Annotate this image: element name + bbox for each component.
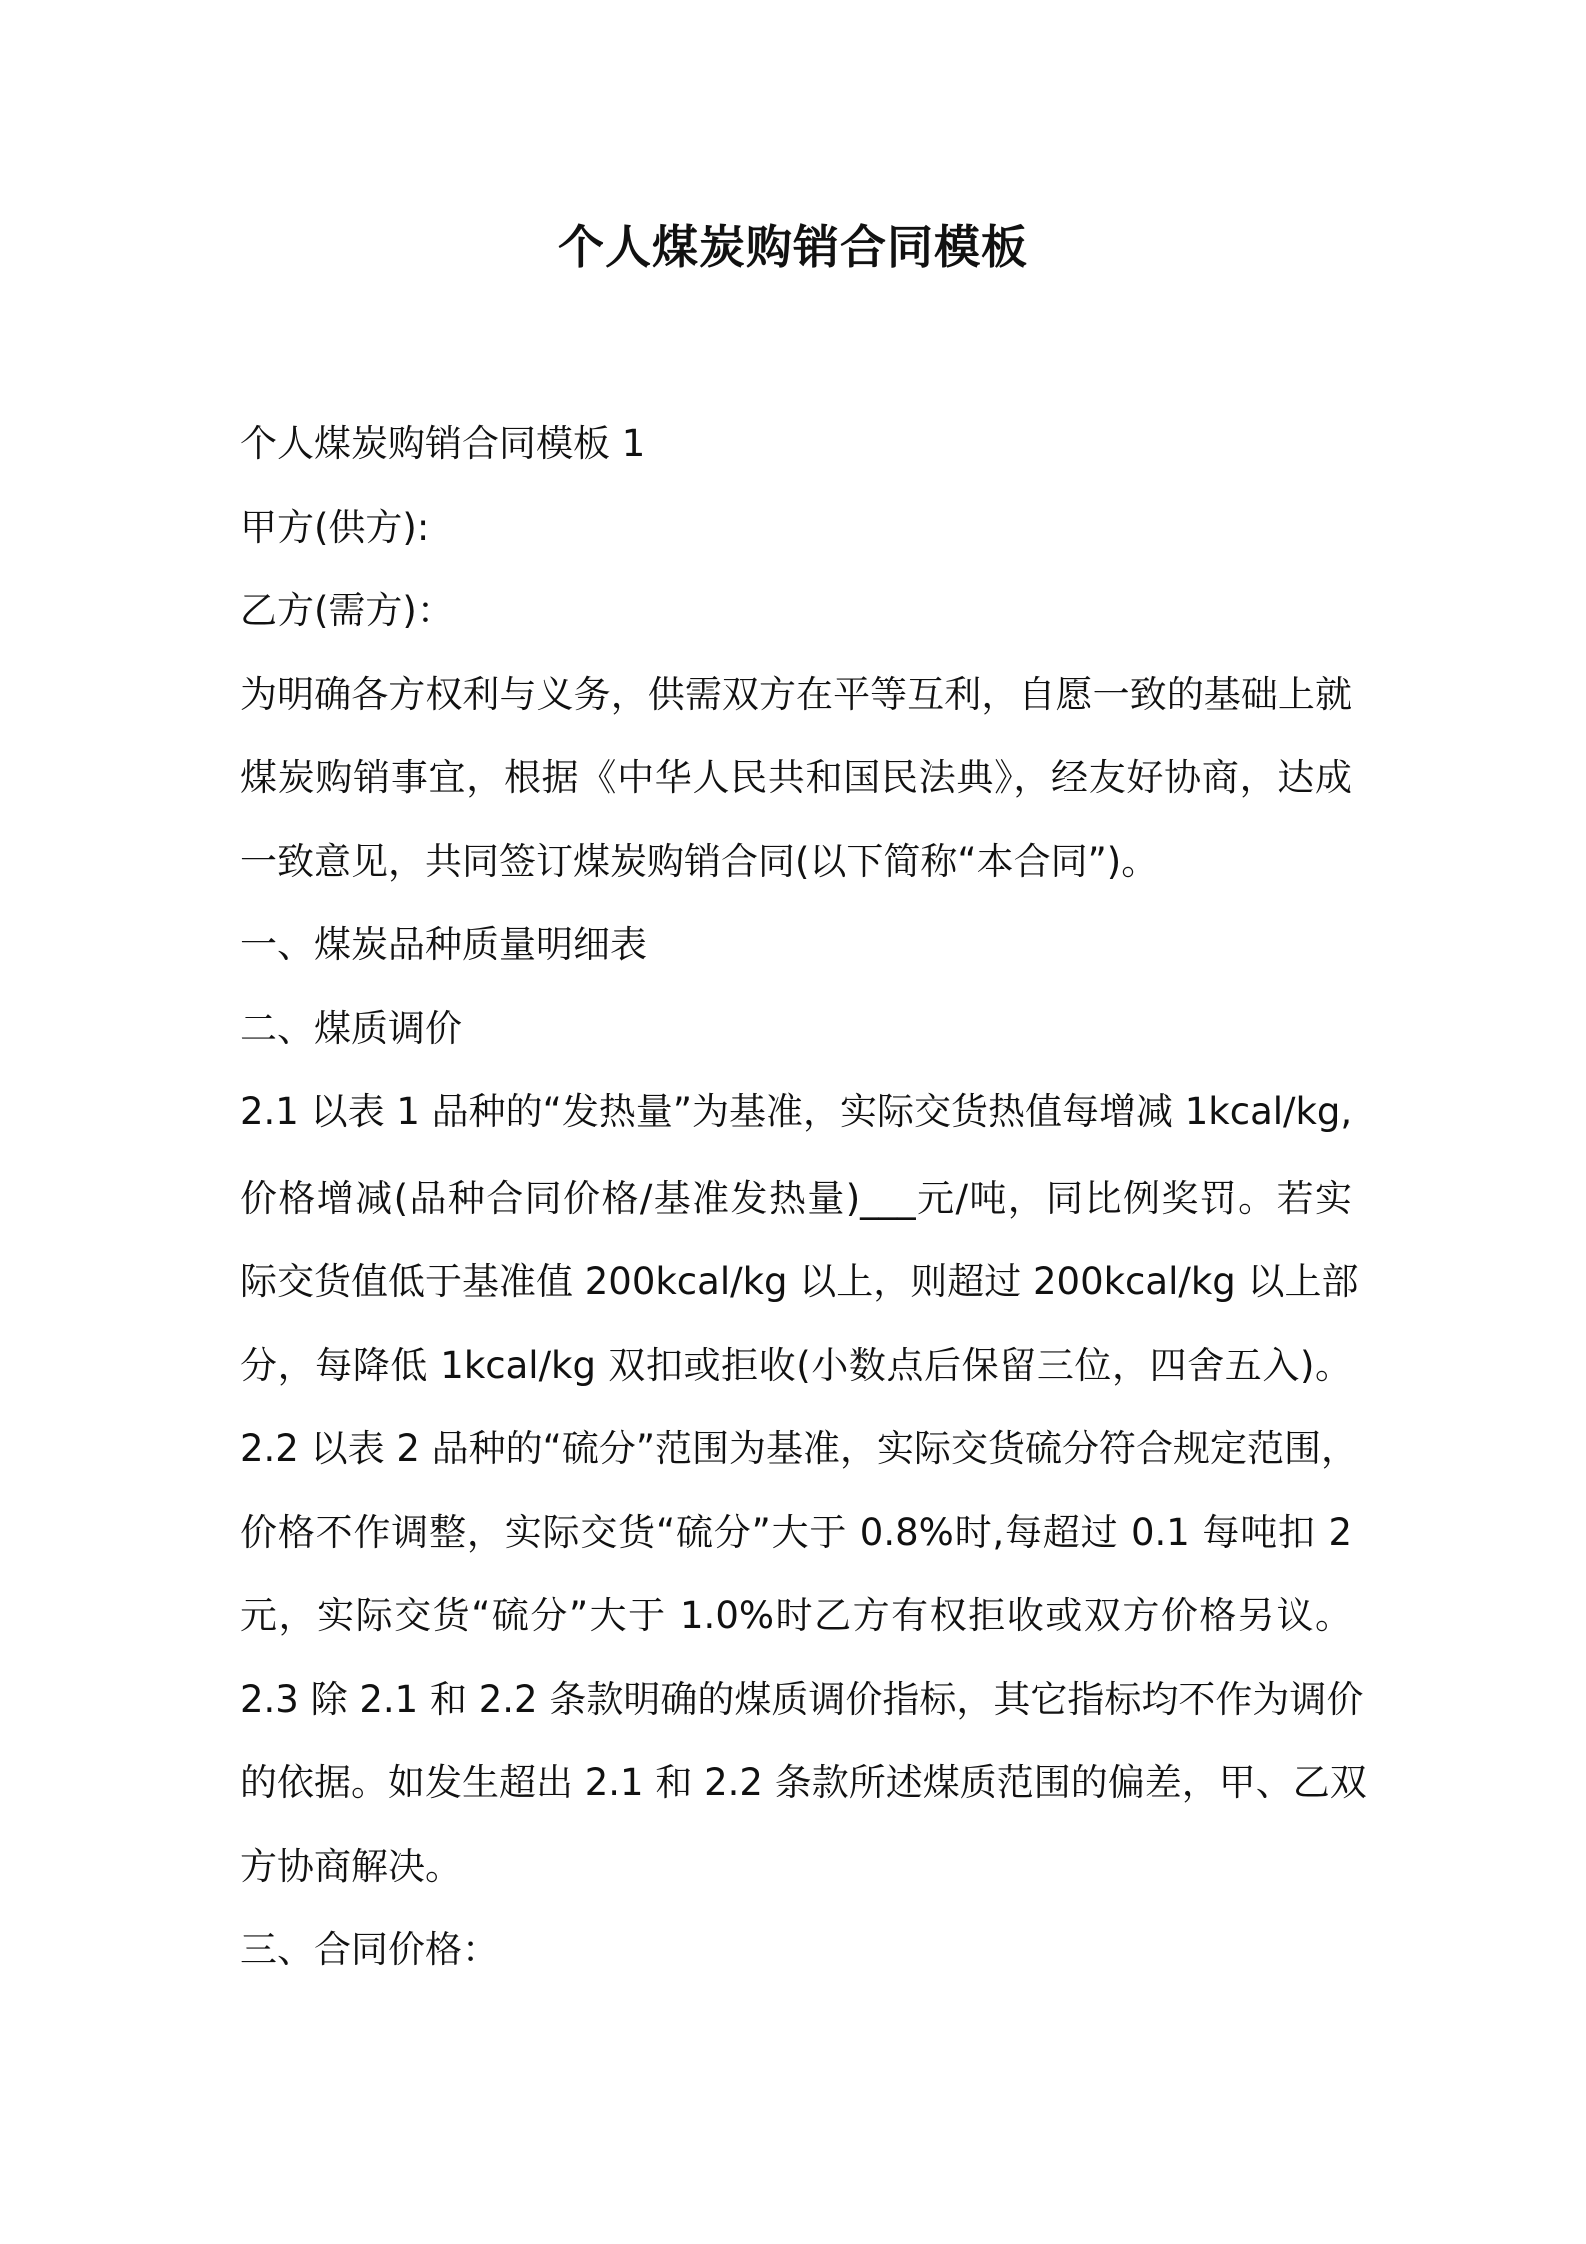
clause-2-3-line-3: 方协商解决。 [240, 1844, 462, 1888]
section-3-heading: 三、合同价格： [240, 1928, 499, 1971]
document-title: 个人煤炭购销合同模板 [558, 220, 1028, 274]
preamble-line-3: 一致意见，共同签订煤炭购销合同(以下简称“本合同”)。 [240, 839, 1159, 883]
clause-2-1-line-1: 2.1 以表 1 品种的“发热量”为基准，实际交货热值每增减 1kcal/kg, [240, 1090, 1353, 1133]
section-1-heading: 一、煤炭品种质量明细表 [240, 923, 647, 966]
clause-2-1-line-4: 分，每降低 1kcal/kg 双扣或拒收(小数点后保留三位，四舍五入)。 [240, 1343, 1352, 1387]
clause-2-1-line-3: 际交货值低于基准值 200kcal/kg 以上，则超过 200kcal/kg 以上部 [240, 1260, 1359, 1303]
clause-2-2-line-2: 价格不作调整，实际交货“硫分”大于 0.8%时,每超过 0.1 每吨扣 2 [240, 1510, 1352, 1554]
clause-2-3-line-2: 的依据。如发生超出 2.1 和 2.2 条款所述煤质范围的偏差，甲、乙双 [240, 1761, 1367, 1804]
clause-2-1-line-2: 价格增减(品种合同价格/基准发热量)___元/吨，同比例奖罚。若实 [240, 1176, 1352, 1220]
party-a-line: 甲方(供方): [240, 505, 430, 549]
clause-2-2-line-3: 元，实际交货“硫分”大于 1.0%时乙方有权拒收或双方价格另议。 [240, 1594, 1352, 1637]
clause-2-3-line-1: 2.3 除 2.1 和 2.2 条款明确的煤质调价指标，其它指标均不作为调价 [240, 1677, 1364, 1721]
section-heading-template-1: 个人煤炭购销合同模板 1 [240, 422, 646, 465]
document-body [240, 402, 1367, 1992]
party-b-line: 乙方(需方)： [240, 589, 454, 632]
clause-2-2-line-1: 2.2 以表 2 品种的“硫分”范围为基准，实际交货硫分符合规定范围， [240, 1427, 1359, 1470]
preamble-line-1: 为明确各方权利与义务，供需双方在平等互利，自愿一致的基础上就 [240, 672, 1352, 716]
preamble-line-2: 煤炭购销事宜，根据《中华人民共和国民法典》，经友好协商，达成 [240, 756, 1352, 799]
section-2-heading: 二、煤质调价 [240, 1006, 462, 1050]
